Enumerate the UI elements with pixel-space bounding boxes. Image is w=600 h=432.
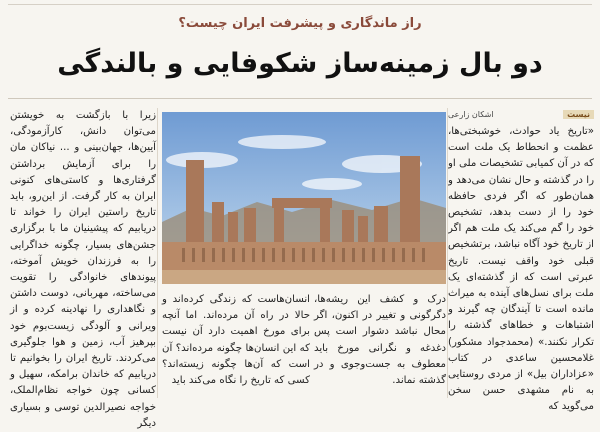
article-column-under-photo-left: انسان‌هاست که زندگی کرده‌اند و حالا در راه آن مرده‌اند. اما آنچه برای مورخ اهمیت دارد آن نیست که این انسان‌ها چگونه مرده‌اند؟ آن است که آن‌ها چگونه زیسته‌اند؟ کسی که تاریخ را نگاه می‌کند باید bbox=[162, 294, 310, 387]
persepolis-photo bbox=[162, 112, 446, 284]
article-kicker: راز ماندگاری و پیشرفت ایران چیست؟ bbox=[178, 16, 422, 31]
ground bbox=[162, 270, 446, 284]
byline bbox=[448, 108, 594, 121]
headline-divider bbox=[8, 98, 592, 99]
top-divider bbox=[8, 4, 592, 5]
article-column-left: زیرا با بازگشت به خویشتن می‌توان دانش، کارآزمودگی، آیین‌ها، جهان‌بینی و ... نیاکان مان را برای آزمایش برداشتن گرفتاری‌ها و کاستی‌های کنونی ایران به کار گرفت. از این‌رو، باید تاریخ راستین ایران را خواند تا دریابیم که پیشینیان ما با برگزاری جشن‌های بسیار، چگونه خداگرایی را به فرزندان خویش آموخته، پیوندهای خانوادگی را تقویت می‌ساخته، مهربانی، دوست داشتن و نگاهداری را نهادینه کرده و از ویرانی و آلودگی زیست‌بوم خود بپرهیز آب، زمین و هوا جلوگیری می‌کردند. تاریخ ایران را بخوانیم تا دریابیم که خاندان برامکه، سهیل و کسانی چون خواجه نظام‌الملک، خواجه نصیرالدین توسی و بسیاری دیگر bbox=[10, 110, 156, 429]
byline-tag: نیست bbox=[563, 110, 594, 119]
article-headline: دو بال زمینه‌ساز شکوفایی و بالندگی bbox=[57, 48, 543, 79]
column-divider bbox=[157, 108, 158, 398]
byline-author: اشکان زارعی bbox=[448, 110, 494, 119]
persepolis-image bbox=[162, 112, 446, 284]
article-column-under-photo-right: درک و کشف این ریشه‌ها، دگرگونی و تغییر در اکنون، اگر محال نباشد دشوار است پس دغدغه و نگرانی مورخ باید معطوف به جست‌وجوی و در گذشته نماند. bbox=[314, 294, 446, 387]
column-divider bbox=[447, 108, 448, 398]
article-column-right: «تاریخ یاد حوادث، خوشبختی‌ها، عظمت و انحطاط یک ملت است که در آن کمیابی تشخیصات ملی او را در گذشته و حال نشان می‌دهد و همان‌طور که اگر فردی حافظه خود را از دست بدهد، تشخیص خود را گم می‌کند یک ملت هم اگر از تاریخ خود آگاه نباشد، برتشخیص قبلی خود واقف نیست. تاریخ عبرتی است که از گذشته‌ای یک ملت برای نسل‌های آینده به میراث مانده است تا آیندگان چه گیرند و اشتباهات و خطاهای گذشته را تکرار نکنند.» (محمدجواد مشکور) غلامحسین ساعدی در کتاب «عزاداران بیل» از مردی روستایی به نام مشهدی حسن سخن می‌گوید که bbox=[448, 126, 594, 413]
